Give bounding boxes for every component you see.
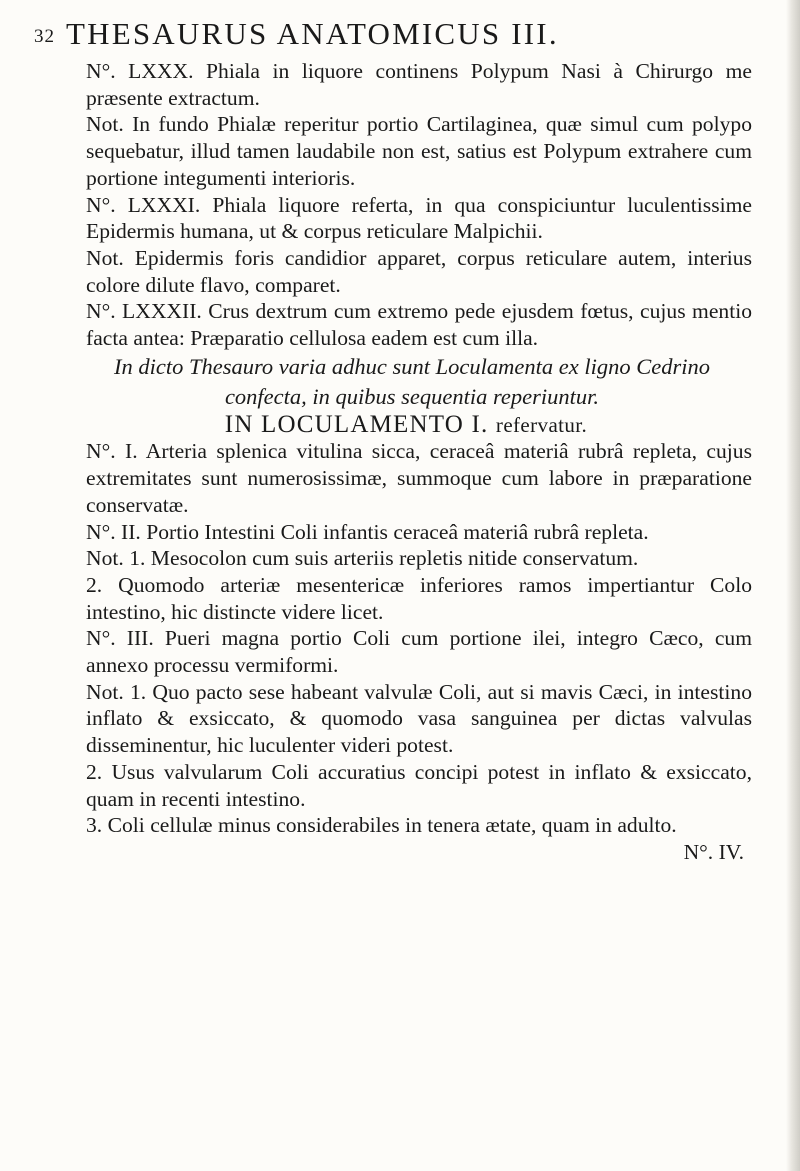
note-ii-2: 2. Quomodo arteriæ mesentericæ inferiores ramos impertiantur Colo intestino, hic distincte videre licet.	[86, 572, 752, 624]
note-lxxx: Not. In fundo Phialæ reperitur portio Cartilaginea, quæ simul cum polypo sequebatur, illud tamen laudabile non est, satius est Polypum extrahere cum portione integumenti interioris.	[86, 112, 752, 190]
catchword: N°. IV.	[683, 839, 744, 864]
section-heading	[60, 412, 752, 439]
entry-lxxxi: N°. LXXXI. Phiala liquore referta, in qua conspiciuntur luculentissime Epidermis humana, ut & corpus reticulare Malpichii.	[86, 192, 752, 244]
page-number: 32	[34, 26, 55, 47]
running-title: THESAURUS ANATOMICUS III.	[66, 16, 559, 51]
note-lxxxi: Not. Epidermis foris candidior apparet, corpus reticulare autem, interius colore dilute flavo, comparet.	[86, 245, 752, 297]
loculamenta-intro-heading: In dicto Thesauro varia adhuc sunt Loculamenta ex ligno Cedrino confecta, in quibus sequentia reperiuntur.	[114, 353, 710, 409]
note-iii-1: Not. 1. Quo pacto sese habeant valvulæ Coli, aut si mavis Cæci, in intestino inflato & exsiccato, & quomodo vasa sanguinea per dictas valvulas disseminentur, hic luculenter videri potest.	[86, 679, 752, 758]
entry-lxxx: N°. LXXX. Phiala in liquore continens Polypum Nasi à Chirurgo me præsente extractum.	[86, 59, 752, 110]
note-ii-1: Not. 1. Mesocolon cum suis arteriis repletis nitide conservatum.	[86, 546, 639, 571]
note-iii-3: 3. Coli cellulæ minus considerabiles in tenera ætate, quam in adulto.	[86, 813, 677, 838]
section-heading-rest: refervatur.	[495, 412, 588, 437]
section-heading-main: IN LOCULAMENTO I.	[224, 410, 489, 438]
entry-lxxxii: N°. LXXXII. Crus dextrum cum extremo pede ejusdem fœtus, cujus mentio facta antea: Præparatio cellulosa eadem est cum illa.	[86, 299, 752, 351]
entry-ii: N°. II. Portio Intestini Coli infantis ceraceâ materiâ rubrâ repleta.	[86, 519, 649, 544]
entry-iii: N°. III. Pueri magna portio Coli cum portione ilei, integro Cæco, cum annexo processu vermiformi.	[86, 626, 752, 678]
note-iii-2: 2. Usus valvularum Coli accuratius concipi potest in inflato & exsiccato, quam in recenti intestino.	[86, 759, 752, 811]
entry-i: N°. I. Arteria splenica vitulina sicca, ceraceâ materiâ rubrâ repleta, cujus extremitates sunt numerosissimæ, summoque cum labore in præparatione conservatæ.	[86, 439, 752, 517]
page-body	[60, 58, 752, 866]
page-header	[34, 16, 754, 56]
page-edge-shadow	[786, 0, 800, 1171]
